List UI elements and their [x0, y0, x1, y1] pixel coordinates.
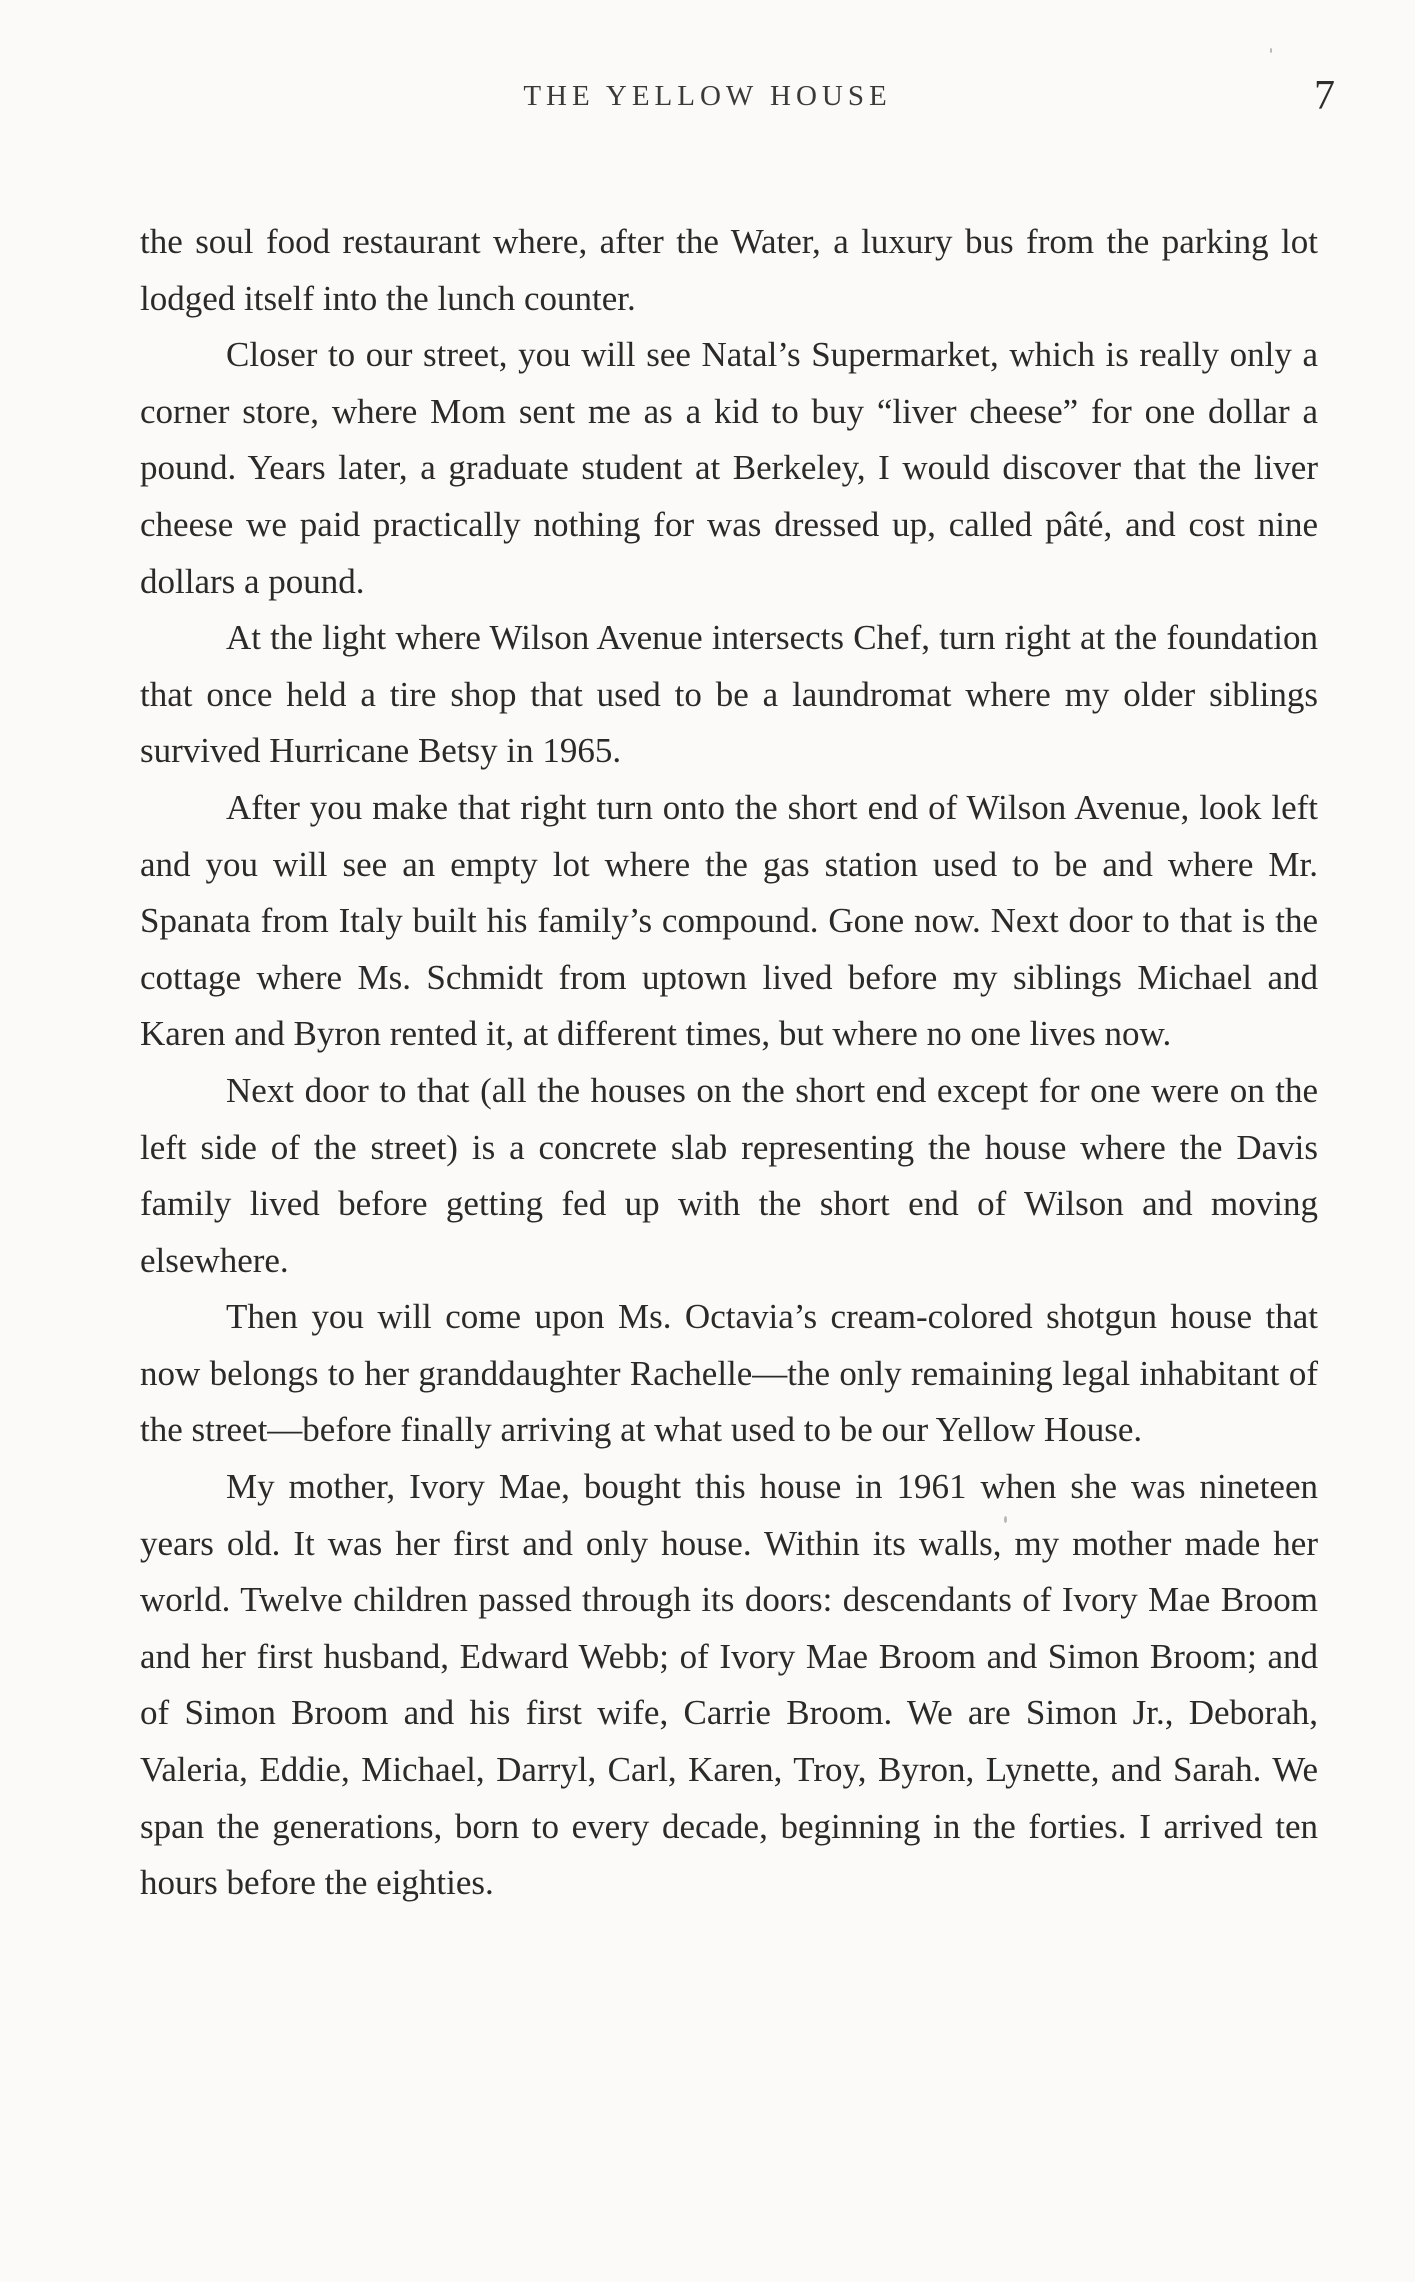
- page-number: 7: [1314, 73, 1335, 119]
- scan-speck: [1004, 1516, 1007, 1523]
- running-head: THE YELLOW HOUSE: [523, 80, 892, 112]
- body-text: [140, 214, 1318, 1912]
- paragraph: Closer to our street, you will see Natal’s Supermarket, which is really only a corner store, where Mom sent me as a kid to buy “liver cheese” for one dollar a pound. Years later, a graduate student at Berkeley, I would discover that the liver cheese we paid practically nothing for was dressed up, called pâté, and cost nine dollars a pound.: [140, 335, 1318, 601]
- paragraph-continuation: the soul food restaurant where, after the Water, a luxury bus from the parking lot lodged itself into the lunch counter.: [140, 222, 1318, 318]
- paragraph: Next door to that (all the houses on the short end except for one were on the left side of the street) is a concrete slab representing the house where the Davis family lived before getting fed up with the short end of Wilson and moving elsewhere.: [140, 1070, 1318, 1280]
- scan-speck: [1270, 48, 1272, 53]
- paragraph: Then you will come upon Ms. Octavia’s cream-colored shotgun house that now belongs to her granddaughter Rachelle—the only remaining legal inhabitant of the street—before finally arriving at what used to be our Yellow House.: [140, 1297, 1318, 1450]
- paragraph: After you make that right turn onto the short end of Wilson Avenue, look left and you will see an empty lot where the gas station used to be and where Mr. Spanata from Italy built his family’s compound. Gone now. Next door to that is the cottage where Ms. Schmidt from uptown lived before my siblings Michael and Karen and Byron rented it, at different times, but where no one lives now.: [140, 787, 1318, 1054]
- paragraph: My mother, Ivory Mae, bought this house in 1961 when she was nineteen years old. It was her first and only house. Within its walls, my mother made her world. Twelve children passed through its doors: descendants of Ivory Mae Broom and her first husband, Edward Webb; of Ivory Mae Broom and Simon Broom; and of Simon Broom and his first wife, Carrie Broom. We are Simon Jr., Deborah, Valeria, Eddie, Michael, Darryl, Carl, Karen, Troy, Byron, Lynette, and Sarah. We span the generations, born to every decade, beginning in the forties. I arrived ten hours before the eighties.: [140, 1467, 1318, 1903]
- paragraph: At the light where Wilson Avenue intersects Chef, turn right at the foundation that once held a tire shop that used to be a laundromat where my older siblings survived Hurricane Betsy in 1965.: [140, 618, 1318, 771]
